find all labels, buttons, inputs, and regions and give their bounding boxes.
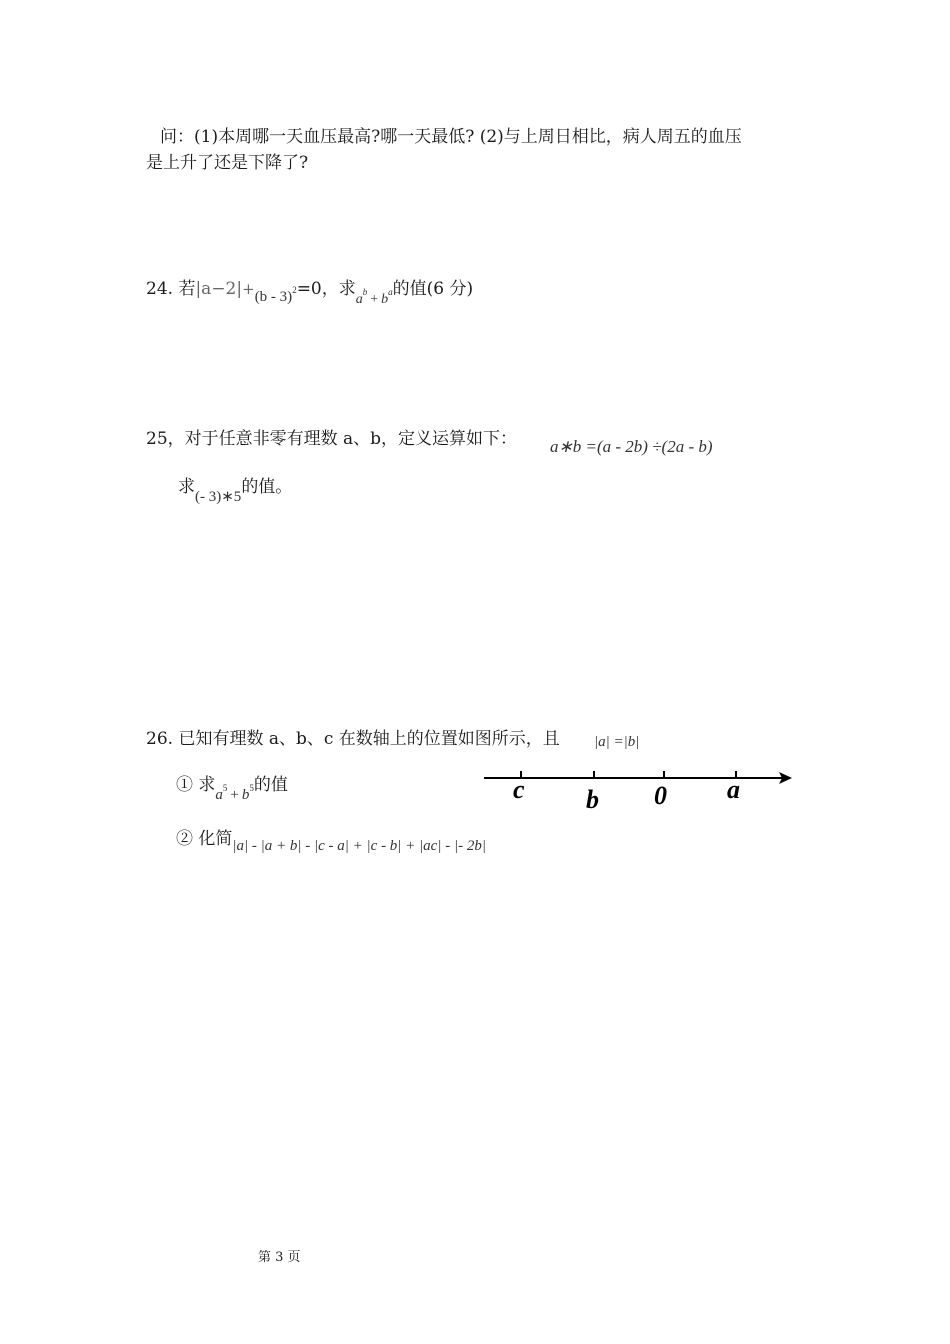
- q23-line2: 是上升了还是下降了?: [146, 153, 309, 173]
- q26-sub1: [176, 774, 288, 803]
- q26-sub2: [176, 828, 486, 854]
- label-c: c: [513, 775, 525, 804]
- q24-exponent: 2: [292, 285, 297, 295]
- q26-line1: 26. 已知有理数 a、b、c 在数轴上的位置如图所示，且: [146, 729, 560, 749]
- label-a: a: [727, 775, 740, 804]
- q26-sub1-a: a: [215, 787, 223, 803]
- q26-sub1-prefix: ① 求: [176, 775, 216, 795]
- q24-paren-expression: (b - 3): [254, 289, 293, 305]
- q24-abs-expression: |a−2|: [195, 279, 243, 299]
- q25-line1: 25，对于任意非零有理数 a、b，定义运算如下：: [146, 429, 518, 449]
- q24-prefix: 24. 若: [146, 279, 196, 299]
- q24-pow-plus: +: [370, 292, 379, 307]
- q24-power-expression: [356, 288, 393, 311]
- label-b: b: [586, 785, 599, 814]
- q24-pow-base-a: a: [355, 292, 363, 307]
- q26-condition: |a| =|b|: [594, 734, 640, 750]
- q26-sub2-prefix: ② 化简: [176, 829, 233, 849]
- q26-sub2-expression: |a| - |a + b| - |c - a| + |c - b| + |ac| - |- 2b|: [232, 838, 486, 854]
- q25-ask: [178, 476, 293, 505]
- label-0: 0: [654, 781, 667, 810]
- q24-pow-exp-a: a: [388, 287, 393, 297]
- q26-sub1-b: b: [241, 787, 250, 803]
- q25-ask-expression: (- 3)∗5: [195, 489, 242, 505]
- q24-equals: =0，求: [296, 279, 356, 299]
- q25-ask-prefix: 求: [178, 477, 195, 497]
- q25-formula: a∗b =(a - 2b) ÷(2a - b): [550, 437, 713, 456]
- q25-ask-suffix: 的值。: [241, 477, 293, 497]
- q24-pow-base-b: b: [381, 292, 389, 307]
- number-line: [480, 760, 800, 820]
- q24-plus: +: [242, 280, 255, 298]
- q26-sub1-suffix: 的值: [253, 775, 288, 795]
- q23-line1: 问：(1)本周哪一天血压最高?哪一天最低? (2)与上周日相比，病人周五的血压: [160, 127, 742, 147]
- q26-sub1-exp1: 5: [222, 783, 228, 793]
- q24-suffix: 的值(6 分): [392, 279, 474, 299]
- q24-pow-exp-b: b: [362, 287, 368, 297]
- q26-sub1-plus: +: [230, 787, 239, 803]
- q26-sub1-exp2: 5: [249, 783, 254, 793]
- page-number: 第 3 页: [258, 1250, 301, 1265]
- q24-question: [146, 278, 474, 307]
- q26-sub1-expression: [215, 783, 253, 807]
